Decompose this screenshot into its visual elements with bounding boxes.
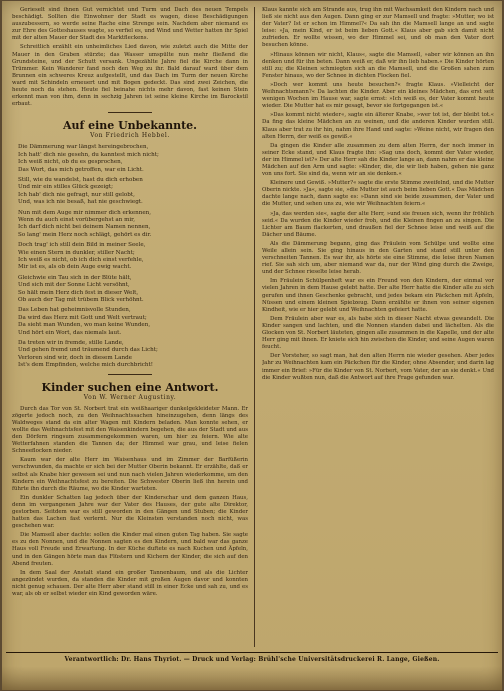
poem-line: Wenn du auch einst vorübergehst an mir,: [18, 216, 136, 223]
story-continuation-paragraph: »Das kommt nicht wieder«, sagte ein älterer Knabe, »wer tot ist, der bleibt tot.« Da fing das kleine Mädchen an zu weinen, und die anderen Kinder wurden still. Klaus aber trat zu ihr hin, nahm ihre Hand und sagte: »Weine nicht, wir fragen den alten Herrn, der weiß es gewiß.«: [262, 112, 494, 140]
poem-title: Auf eine Unbekannte.: [62, 119, 198, 133]
story-continuation-paragraph: Klaus kannte sich am Strande aus, trug ihn mit Wachsamkeit den Kindern nach und ließ sie nicht aus den Augen. Dann ging er zur Mamsell und fragte: »Mutter, wo ist der Vater? Ist er schon im Himmel?« Da sah ihn die Mamsell lange an und sagte leise: »Ja, mein Kind, er ist beim lieben Gott.« Klaus aber gab sich damit nicht zufrieden. Er wollte wissen, wo der Himmel sei, und ob man den Vater dort besuchen könne.: [262, 7, 494, 49]
poem-stanza: [18, 275, 248, 305]
poem-line: Nun mit dem Auge mir nimmer dich erkennen,: [18, 209, 152, 216]
poem-stanza: [18, 144, 248, 174]
story-paragraph: Durch das Tor von St. Norbert trat ein weißhaariger dunkelgekleideter Mann. Er zögerte jedoch noch, zu den Weihnachtssachen hineinzugehen, denn längs des Waldweges stand da ein alter Wagen mit Kindern beladen. Man konnte sehen, er wollte das Weihnachtsfest mit den Waisenkindern begehen, die aus der Stadt und aus den Dörfern ringsum zusammengekommen waren, um hier zu feiern. Wie alte Wetterfahnen standen die Tannen da; der Himmel war grau, und leise fielen Schneeflocken nieder.: [12, 405, 248, 455]
poem-line: Und hört ein Wort, das niemals laut.: [18, 329, 122, 336]
story-paragraph: Ein dunkler Schatten lag jedoch über der Kinderschar und dem ganzen Haus, denn im vergangenen Jahre war der Vater des Hauses, der gute alte Direktor, gestorben. Seitdem war es still geworden in den Gängen und Stuben; die Kinder hatten das Lachen fast verlernt. Nur die Kleinsten verstanden noch nicht, was geschehen war.: [12, 494, 248, 530]
poem-line: Ich darf dich nicht bei deinem Namen nennen,: [18, 224, 151, 231]
poem-section: [12, 119, 248, 369]
story-continuation-paragraph: Kleinere und Gewiß. »Mutter?« sagte die erste Stimme zweifelnd, und die Mutter Oberin nickte. »Ja«, sagte sie, »die Mutter ist auch beim lieben Gott.« Das Mädchen dachte lange nach, dann sagte es: »Dann sind sie beide zusammen, der Vater und die Mutter, und sehen uns zu, wie wir Weihnachten feiern.«: [262, 180, 494, 208]
story-continuation-paragraph: »Ja, das werden sie«, sagte der alte Herr, »und sie freuen sich, wenn ihr fröhlich seid.« Da wurden die Kinder wieder froh, und die Kleinen fingen an zu singen. Die Lichter am Baum flackerten, und draußen fiel der Schnee leise und weiß auf die Dächer und Bäume.: [262, 210, 494, 238]
poem-line: So hält mein Herz dich fest in dieser Welt,: [18, 289, 139, 296]
poem-line: Das Wort, das mich getroffen, war ein Licht.: [18, 166, 144, 173]
poem-line: Doch trag' ich still dein Bild in meiner Seele,: [18, 242, 146, 249]
poem-line: Mir ist es, als ob dein Auge ewig wacht.: [18, 264, 132, 271]
poem-line: Ich hatt' dich nie gesehn, du kanntest mich nicht;: [18, 151, 159, 158]
story-paragraph: In dem Saal der Anstalt stand ein großer Tannenbaum, und als die Lichter angezündet wurden, da standen die Kinder mit großen Augen davor und konnten nicht genug schauen. Der alte Herr aber stand still in einer Ecke und sah zu, und es war, als ob er selbst wieder ein Kind geworden wäre.: [12, 569, 248, 598]
poem-line: Ich weiß es nicht, ob ich dich einst verfehle,: [18, 257, 144, 263]
poem-line: Ich hab' dich nie gefragt, nur still gelobt,: [18, 191, 135, 198]
story-continuation-paragraph: Als die Dämmerung begann, ging das Fräulein vom Schülpe und wollte eine Weile allein sein. Sie ging hinaus in den Garten und stand still unter den verschneiten Tannen. Es war ihr, als hörte sie eine Stimme, die leise ihren Namen rief. Sie sah sich um, aber niemand war da, nur der Wind ging durch die Zweige, und der Schnee rieselte leise herab.: [262, 240, 494, 276]
story-continuation-paragraph: Da gingen die Kinder alle zusammen zu dem alten Herrn, der noch immer in seiner Ecke stand, und Klaus fragte ihn: »Sag uns doch, kommt der Vater wieder, der im Himmel ist?« Der alte Herr sah die Kinder lange an, dann nahm er das kleine Mädchen auf den Arm und sagte: »Kinder, die, die wir lieb haben, gehen nie ganz von uns fort. Sie sind da, wenn wir an sie denken.«: [262, 142, 494, 178]
newspaper-page: [2, 1, 502, 690]
story-continuation-paragraph: »Hinaus können wir nicht, Klaus«, sagte die Mamsell, »aber wir können an ihn denken und für ihn beten. Dann weiß er, daß wir ihn lieb haben.« Die Kinder hörten still zu; die Kleinen schmiegten sich an die Mamsell, und die Großen sahen zum Fenster hinaus, wo der Schnee in dichten Flocken fiel.: [262, 51, 494, 79]
poem-line: Die Dämmerung war längst hereingebrochen,: [18, 144, 149, 151]
story-continuation-paragraph: »Doch wer kommt uns heute besuchen?« fragte Klaus. »Vielleicht der Weihnachtsmann?« Da lachten die Kinder. Aber ein kleines Mädchen, das erst seit wenigen Wochen im Hause war, sagte ernst: »Ich weiß es, der Vater kommt heute wieder. Die Mutter hat es mir gesagt, bevor sie fortgegangen ist.«: [262, 81, 494, 110]
right-column: [262, 7, 494, 647]
poem-line: Gleichwie ein Tau sich in der Blüte hält,: [18, 274, 132, 281]
story-continuation-paragraph: Dem Fräulein aber war es, als habe sich in dieser Nacht etwas gewandelt. Die Kinder sangen und lachten, und die Nonnen standen dabei und lächelten. Als die Glocken von St. Norbert läuteten, gingen alle zusammen in die Kapelle, und der alte Herr ging mit ihnen. Er kniete sich hin zwischen die Kinder, und seine Augen waren feucht.: [262, 315, 494, 351]
intro-section: [12, 7, 248, 108]
poem-line: Und sich mit der Sonne Licht versöhnt,: [18, 282, 130, 289]
poem-line: So lang' mein Herz noch schlägt, gehört es dir.: [18, 231, 152, 238]
story-paragraph: Kaum war der alte Herr im Waisenhaus und im Zimmer der Barfüßerin verschwunden, da machte er sich bei der Mutter Oberin bekannt. Er erzählte, daß er selbst als Knabe hier gewesen sei und nun nach vielen Jahren wiederkomme, um den Kindern ein Weihnachtsfest zu bereiten. Die Schwester Oberin ließ ihn herein und führte ihn durch die Räume, wo die Kinder warteten.: [12, 457, 248, 492]
poem-stanza: [18, 307, 248, 337]
story-byline: Von W. Werner Augustiny.: [83, 393, 177, 401]
section-divider: [108, 374, 152, 375]
story-title: Kinder suchen eine Antwort.: [41, 380, 219, 394]
imprint-footer: Verantwortlich: Dr. Hans Thyriot. — Druck und Verlag: Brühl'sche Universitätsdruckerei R. Lange, Gießen.: [6, 652, 498, 667]
section-divider: [108, 112, 152, 113]
poem-stanza: [18, 210, 248, 240]
poem-line: Ich weiß nicht, ob du es gesprochen,: [18, 159, 123, 166]
poem-line: Ist's dem Empfinden, welche mich durchbricht!: [18, 362, 154, 369]
poem-line: Und, was ich nie besaß, hat nie geschwiegt.: [18, 199, 143, 206]
poem-stanza: [18, 340, 248, 370]
story-paragraph: Die Mamsell aber dachte: sollen die Kinder mal einen guten Tag haben. Sie sagte es zu den Nonnen, und die Nonnen sagten es den Kindern, und bald war das ganze Haus voll Freude und Erwartung. In der Küche duftete es nach Kuchen und Äpfeln, und in den Gängen hörte man das Flüstern und Kichern der Kinder, die sich auf den Abend freuten.: [12, 532, 248, 567]
story-continuation-paragraph: Im Fräulein Schülpenheft war es ein Freund von den Kindern, der einmal vor vielen Jahren in dem Hause gelebt hatte. Der alte Herr hatte die Kinder alle zu sich gerufen und ihnen Geschenke gebracht, und jedes bekam ein Päckchen mit Äpfeln, Nüssen und einem kleinen Spielzeug. Dann erzählte er ihnen von seiner eigenen Kindheit, wie er hier gelebt und Weihnachten gefeiert hatte.: [262, 278, 494, 313]
poem-author: Von Friedrich Hebbel.: [90, 132, 170, 140]
intro-paragraph: Schreitlich erzählt ein unheimliches Lied davon, wie zuletzt auch die Mitte der Mauer in den Graben stürzte; das Wasser umspülte nun mehr fließend die Grundsteine, und der Schutt versank. Ungezählte Jahre fiel die Kirche dann in Trümmer. Kein Wanderer fand noch den Weg zu ihr. Bald darauf ward über dem Brunnen ein schweres Kreuz aufgestellt, und das Dach im Turm der neuen Kirche ward mit Schindeln erneuert und mit Bogen gedeckt. Das sind zwei Zeichen, die heute noch da stehen. Heute fiel beinahe nichts mehr davon, fast keinen Stein erkennt man von ihm, denn in sechzig Jahren ist seine kleine Kirche im Barockstil erbaut.: [12, 44, 248, 108]
poem-stanza: [18, 242, 248, 272]
poem-line: Da wird das Herz mit Gott und Welt vertraut;: [18, 314, 147, 321]
intro-paragraph: Gerieselt sind ihnen Gut vernichtet und Turm und Dach des neuen Tempels beschädigt. Sollten die Einwohner der Stadt es wagen, diese Beschädigungen auszubessern, so werde seine Rache eine Strenge sein. Nachdem aber niemand es zur Ehre des Gotteshauses wagte, so verfiel es, und Wind und Wetter hatten ihr Spiel mit der alten Mauer der Stadt des Marktfleckens.: [12, 7, 248, 42]
poem-line: Das Leben hat geheimnisvolle Stunden,: [18, 307, 131, 314]
page-edge-shadow: [2, 666, 502, 690]
column-divider-rule: [254, 7, 255, 647]
story-section: [12, 381, 248, 598]
poem-line: Ob auch der Tag mit trübem Blick verhöhnt.: [18, 297, 144, 304]
poem-line: Verloren sind wir, doch in diesem Lande: [18, 354, 132, 361]
left-column: [12, 7, 248, 647]
poem-line: Und mir ein stilles Glück gezeigt;: [18, 184, 113, 191]
poem-line: Und gehen fremd und träumend durch das Licht;: [18, 347, 158, 354]
poem-body: [18, 144, 248, 369]
poem-line: Da treten wir in fremde, stille Lande,: [18, 340, 124, 347]
poem-line: Wie einen Stern in dunkler, stiller Nacht;: [18, 249, 135, 256]
poem-line: Still, wie du wandelst, hast du dich erhoben: [18, 176, 143, 183]
story-continuation-paragraph: Der Vorsteher, so sagt man, hat den alten Herrn nie wieder gesehen. Aber jedes Jahr zu Weihnachten kam ein Päckchen für die Kinder, ohne Absender, und darin lag immer ein Brief: »Für die Kinder von St. Norbert, vom Vater, der an sie denkt.« Und die Kinder wußten nun, daß die Antwort auf ihre Frage gefunden war.: [262, 353, 494, 381]
poem-stanza: [18, 177, 248, 207]
poem-line: Da sieht man Wunden, wo man keine Wunden,: [18, 322, 151, 329]
